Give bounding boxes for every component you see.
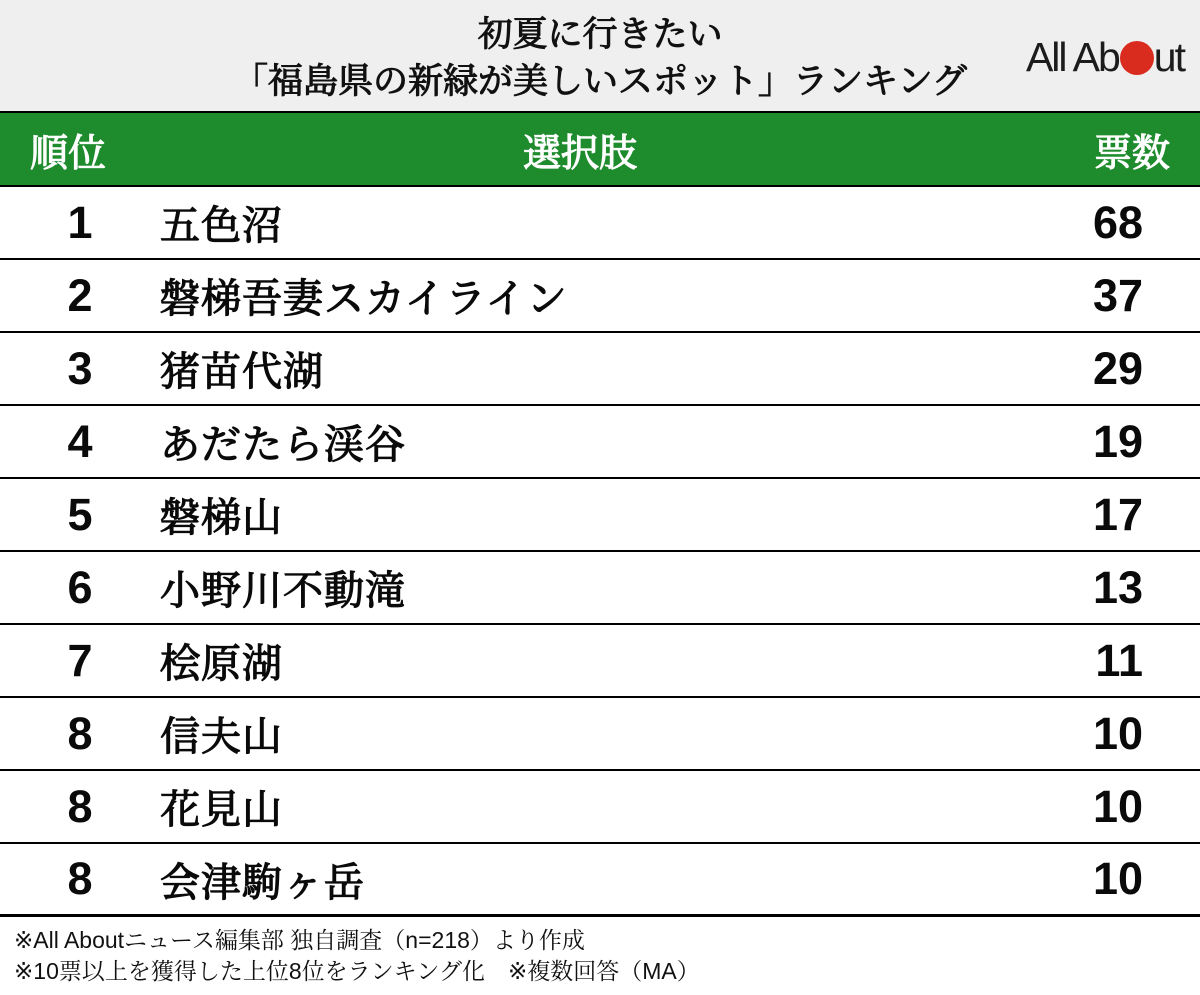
column-header-choice: 選択肢 <box>522 132 637 175</box>
spot-name-cell: あだたら渓谷 <box>160 423 406 467</box>
rank-cell: 3 <box>67 342 93 394</box>
footnotes <box>0 917 1200 987</box>
table-row <box>0 333 1200 406</box>
votes-cell: 19 <box>1092 415 1143 467</box>
logo-text-left: All Ab <box>1025 34 1119 80</box>
table-header-row <box>0 111 1200 187</box>
title-line-2: 「福島県の新緑が美しいスポット」ランキング <box>233 62 967 101</box>
spot-name-cell: 信夫山 <box>160 715 283 759</box>
table-row <box>0 479 1200 552</box>
spot-name-cell: 桧原湖 <box>160 642 283 686</box>
rank-cell: 6 <box>67 561 93 613</box>
column-header-votes: 票数 <box>1093 132 1170 175</box>
table-row <box>0 698 1200 771</box>
table-row <box>0 552 1200 625</box>
spot-name-cell: 花見山 <box>160 788 283 832</box>
table-row <box>0 771 1200 844</box>
votes-cell: 10 <box>1092 780 1143 832</box>
allabout-logo <box>1025 34 1184 80</box>
table-row <box>0 625 1200 698</box>
table-row <box>0 187 1200 260</box>
votes-cell: 37 <box>1092 269 1143 321</box>
rank-cell: 7 <box>67 634 93 686</box>
spot-name-cell: 会津駒ヶ岳 <box>160 860 365 905</box>
rank-cell: 8 <box>67 853 93 904</box>
rank-cell: 5 <box>67 488 93 540</box>
rank-cell: 1 <box>67 196 93 248</box>
column-header-rank: 順位 <box>30 132 107 175</box>
footnote-1: ※All Aboutニュース編集部 独自調査（n=218）より作成 <box>14 927 585 953</box>
logo-text-right: ut <box>1153 34 1184 80</box>
footnote-2: ※10票以上を獲得した上位8位をランキング化 ※複数回答（MA） <box>14 958 700 984</box>
rank-cell: 2 <box>67 269 93 321</box>
votes-cell: 29 <box>1092 342 1143 394</box>
logo-dot-icon <box>1120 41 1154 75</box>
table-row <box>0 844 1200 917</box>
ranking-table-body <box>0 187 1200 917</box>
title-line-1: 初夏に行きたい <box>477 15 723 54</box>
page-title <box>0 0 1200 105</box>
votes-cell: 10 <box>1092 853 1143 904</box>
votes-cell: 13 <box>1092 561 1143 613</box>
spot-name-cell: 五色沼 <box>160 204 283 248</box>
spot-name-cell: 磐梯山 <box>160 496 283 540</box>
spot-name-cell: 磐梯吾妻スカイライン <box>160 277 568 321</box>
spot-name-cell: 小野川不動滝 <box>160 569 406 613</box>
table-row <box>0 260 1200 333</box>
rank-cell: 8 <box>67 780 93 832</box>
rank-cell: 8 <box>67 707 93 759</box>
votes-cell: 68 <box>1092 196 1143 248</box>
title-band <box>0 0 1200 111</box>
rank-cell: 4 <box>67 415 93 467</box>
votes-cell: 17 <box>1092 488 1143 540</box>
votes-cell: 10 <box>1092 707 1143 759</box>
spot-name-cell: 猪苗代湖 <box>160 350 324 394</box>
table-row <box>0 406 1200 479</box>
votes-cell: 11 <box>1095 634 1143 686</box>
